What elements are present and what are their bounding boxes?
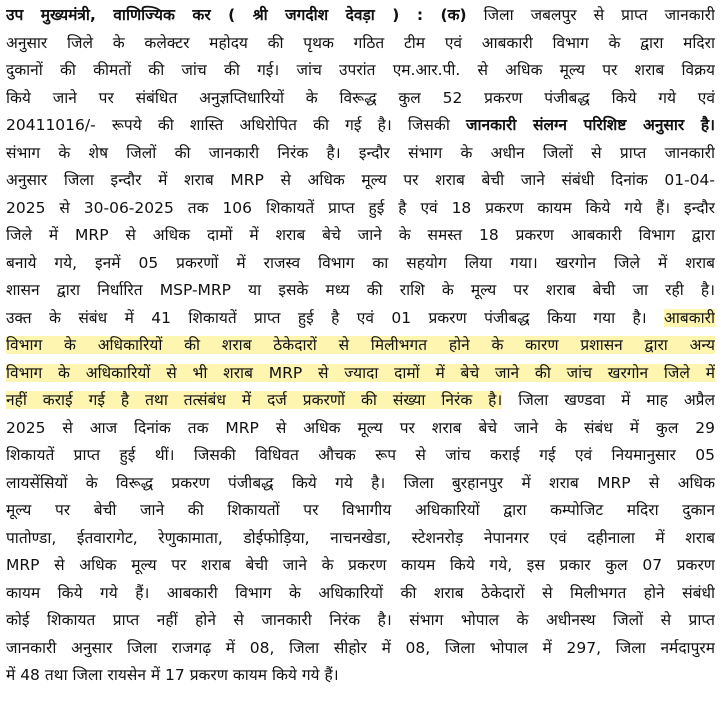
highlighted-text: विभाग के अधिकारियों की शराब ठेकेदारों से मिलीभगत होने के कारण प्रशासन द्वारा अन्य xyxy=(6,336,715,354)
text-line xyxy=(6,57,715,85)
text-segment: उक्त के संबंध में 41 शिकायतें प्राप्त हुई है एवं 01 प्रकरण पंजीबद्ध किया गया है। xyxy=(6,308,665,327)
text-line xyxy=(6,387,715,415)
text-line xyxy=(6,222,715,250)
text-segment: जानकारी अनुसार जिला राजगढ़ में 08, जिला सीहोर में 08, जिला भोपाल में 297, जिला नर्मदापुरम xyxy=(6,638,715,657)
text-line xyxy=(6,497,715,525)
text-line xyxy=(6,607,715,635)
text-line xyxy=(6,195,715,223)
text-segment: कायम किये गये हैं। आबकारी विभाग के अधिकारियों की शराब ठेकेदारों से मिलीभगत होने संबंधी xyxy=(6,583,715,602)
text-line xyxy=(6,470,715,498)
highlighted-text: नहीं कराई गई है तथा तत्संबंध में दर्ज प्रकरणों की संख्या निरंक है। xyxy=(6,391,503,409)
text-segment: 2025 से आज दिनांक तक MRP से अधिक मूल्य पर शराब बेचे जाने के संबंध में कुल 29 xyxy=(6,418,715,437)
text-line xyxy=(6,250,715,278)
answer-paragraph xyxy=(6,2,715,690)
text-line xyxy=(6,442,715,470)
highlighted-text: विभाग के अधिकारियों से भी शराब MRP से ज्यादा दामों में बेचे जाने की जांच खरगोन जिले में xyxy=(6,363,715,382)
text-segment: संभाग के शेष जिलों की जानकारी निरंक है। इन्दौर संभाग के अधीन जिलों से प्राप्त जानकारी xyxy=(6,143,715,162)
text-line xyxy=(6,2,715,30)
bold-text: उप मुख्यमंत्री, वाणिज्यिक कर ( श्री जगदीश देवड़ा ) : (क) xyxy=(6,6,467,24)
bold-text: जानकारी संलग्न परिशिष्ट अनुसार है। xyxy=(466,116,715,134)
text-segment: में 48 तथा जिला रायसेन में 17 प्रकरण कायम किये गये हैं। xyxy=(6,666,339,684)
text-segment: जिला जबलपुर से प्राप्त जानकारी xyxy=(466,6,715,24)
text-segment: जिला खण्डवा में माह अप्रैल xyxy=(502,391,715,409)
text-segment: लायसेंसियों के विरूद्ध प्रकरण पंजीबद्ध किये गये है। जिला बुरहानपुर में शराब MRP से अधिक xyxy=(6,473,715,492)
text-segment: अनुसार जिला इन्दौर में शराब MRP से अधिक मूल्य पर शराब बेची जाने संबंधी दिनांक 01-04- xyxy=(6,171,715,189)
text-line xyxy=(6,525,715,553)
text-line xyxy=(6,305,715,333)
text-line xyxy=(6,580,715,608)
text-segment: 2025 से 30-06-2025 तक 106 शिकायतें प्राप्त हुई है एवं 18 प्रकरण कायम किये गये हैं। इन्दौर xyxy=(6,198,715,217)
text-line xyxy=(6,552,715,580)
text-line xyxy=(6,112,715,140)
text-segment: 20411016/- रूपये की शास्ति अधिरोपित की गई है। जिसकी xyxy=(6,116,466,134)
text-line xyxy=(6,635,715,663)
text-segment: पातोण्डा, ईतवारागेट, रेणुकामाता, डोईफोड़िया, नाचनखेडा, स्टेशनरोड़ नेपानगर एवं दहीनाला में शराब xyxy=(6,528,715,547)
text-segment: किये जाने पर संबंधित अनुज्ञप्तिधारियों के विरूद्ध कुल 52 प्रकरण पंजीबद्ध किये गये एवं xyxy=(6,88,715,107)
text-segment: बनाये गये, इनमें 05 प्रकरणों में राजस्व विभाग का सहयोग लिया गया। खरगोन जिले में शराब xyxy=(6,253,715,272)
text-line xyxy=(6,415,715,443)
text-line xyxy=(6,360,715,388)
text-line xyxy=(6,662,715,690)
text-line xyxy=(6,140,715,168)
text-segment: मूल्य पर बेची जाने की शिकायतों पर विभागीय अधिकारियों द्वारा कम्पोजिट मदिरा दुकान xyxy=(6,501,715,519)
text-line xyxy=(6,30,715,58)
text-segment: अनुसार जिले के कलेक्टर महोदय की पृथक गठित टीम एवं आबकारी विभाग के द्वारा मदिरा xyxy=(6,33,715,52)
text-line xyxy=(6,332,715,360)
highlighted-text: आबकारी xyxy=(664,308,715,327)
text-line xyxy=(6,277,715,305)
text-line xyxy=(6,167,715,195)
text-segment: MRP से अधिक मूल्य पर शराब बेची जाने के प्रकरण कायम किये गये, इस प्रकार कुल 07 प्रकरण xyxy=(6,556,715,574)
text-segment: शिकायतें प्राप्त हुई थीं। जिसकी विधिवत औचक रूप से जांच कराई गई एवं नियमानुसार 05 xyxy=(6,446,715,464)
text-line xyxy=(6,85,715,113)
text-segment: शासन द्वारा निर्धारित MSP-MRP या इसके मध्य की राशि के मूल्य पर शराब बेची जा रही है। xyxy=(6,281,715,299)
text-segment: दुकानों की कीमतों की जांच की गई। जांच उपरांत एम.आर.पी. से अधिक मूल्य पर शराब विक्रय xyxy=(6,61,715,79)
text-segment: जिले में MRP से अधिक दामों में शराब बेचे जाने के समस्त 18 प्रकरण आबकारी विभाग द्वारा xyxy=(6,226,715,244)
text-segment: कोई शिकायत प्राप्त नहीं होने से जानकारी निरंक है। संभाग भोपाल के अधीनस्थ जिलों से प्राप्त xyxy=(6,611,715,629)
